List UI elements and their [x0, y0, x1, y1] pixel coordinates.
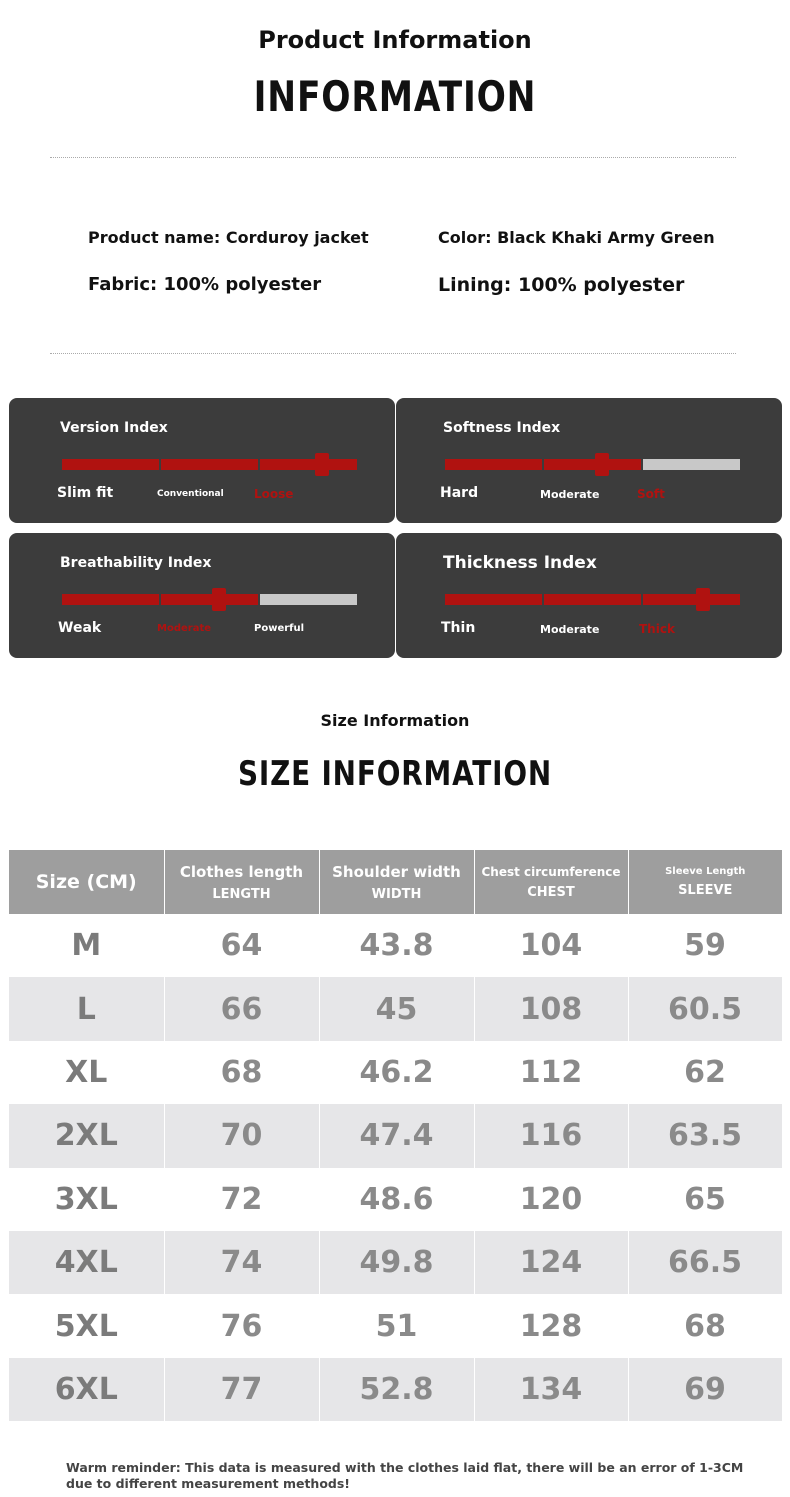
index-title: Version Index: [60, 420, 168, 436]
index-segment: [643, 459, 740, 470]
measurement-cell: 128: [474, 1294, 628, 1357]
size-cell: 3XL: [9, 1168, 164, 1231]
index-label-low: Weak: [58, 620, 102, 636]
index-label-high: Soft: [637, 487, 665, 501]
index-panel-thickness: [396, 533, 782, 658]
header-label: Clothes length: [179, 862, 304, 881]
product-name: Product name: Corduroy jacket: [88, 228, 369, 247]
section-title-product-info: Product Information: [258, 26, 532, 54]
section-title-size-info: Size Information: [320, 711, 470, 730]
size-cell: L: [9, 977, 164, 1040]
index-segment: [260, 594, 357, 605]
index-segment: [445, 594, 542, 605]
measurement-cell: 74: [164, 1231, 319, 1294]
size-cell: M: [9, 914, 164, 977]
index-segment: [643, 594, 740, 605]
index-marker: [315, 453, 329, 476]
header-sublabel: WIDTH: [371, 886, 422, 902]
size-cell: 2XL: [9, 1104, 164, 1167]
header-sublabel: LENGTH: [212, 886, 271, 902]
index-track: [445, 594, 741, 605]
measurement-cell: 47.4: [319, 1104, 474, 1167]
size-cell: 6XL: [9, 1358, 164, 1421]
measurement-cell: 43.8: [319, 914, 474, 977]
header-label: Chest circumference: [481, 864, 621, 879]
table-row: [9, 1231, 782, 1294]
index-label-low: Hard: [440, 485, 479, 501]
divider: [50, 353, 736, 354]
index-segment: [161, 594, 258, 605]
index-title: Breathability Index: [60, 555, 212, 571]
index-track: [62, 594, 358, 605]
table-row: [9, 1358, 782, 1421]
index-label-low: Slim fit: [57, 485, 114, 501]
table-header-row: [9, 850, 782, 914]
index-title: Softness Index: [443, 420, 561, 436]
measurement-cell: 64: [164, 914, 319, 977]
index-segment: [260, 459, 357, 470]
measurement-cell: 124: [474, 1231, 628, 1294]
measurement-cell: 120: [474, 1168, 628, 1231]
table-row: [9, 977, 782, 1040]
measurement-cell: 65: [628, 1168, 782, 1231]
measurement-cell: 51: [319, 1294, 474, 1357]
index-segment: [544, 594, 641, 605]
product-color: Color: Black Khaki Army Green: [438, 228, 715, 247]
measurement-cell: 77: [164, 1358, 319, 1421]
index-panel-version: [9, 398, 395, 523]
index-label-mid: Moderate: [157, 623, 212, 634]
header-label: Shoulder width: [332, 862, 461, 881]
index-segment: [544, 459, 641, 470]
index-panel-softness: [396, 398, 782, 523]
index-marker: [595, 453, 609, 476]
header-sublabel: CHEST: [527, 884, 575, 900]
index-label-high: Loose: [254, 487, 294, 501]
measurement-cell: 104: [474, 914, 628, 977]
measurement-cell: 72: [164, 1168, 319, 1231]
index-label-low: Thin: [441, 620, 476, 636]
measurement-cell: 69: [628, 1358, 782, 1421]
table-row: [9, 914, 782, 977]
header-label: Sleeve Length: [665, 866, 746, 877]
measurement-cell: 48.6: [319, 1168, 474, 1231]
measurement-cell: 62: [628, 1041, 782, 1104]
table-row: [9, 1294, 782, 1357]
index-segment: [445, 459, 542, 470]
size-cell: 4XL: [9, 1231, 164, 1294]
measurement-cell: 68: [164, 1041, 319, 1104]
measurement-cell: 76: [164, 1294, 319, 1357]
warm-reminder: Warm reminder: This data is measured with the clothes laid flat, there will be an error of 1-3CM due to different measurement methods!: [66, 1460, 744, 1491]
index-label-high: Powerful: [254, 623, 305, 634]
product-lining: Lining: 100% polyester: [438, 274, 685, 296]
section-heading-size-information: SIZE INFORMATION: [237, 754, 553, 794]
header-sublabel: SLEEVE: [678, 883, 733, 898]
measurement-cell: 70: [164, 1104, 319, 1167]
table-row: [9, 1041, 782, 1104]
index-title: Thickness Index: [443, 553, 597, 573]
index-label-mid: Conventional: [157, 489, 224, 499]
measurement-cell: 134: [474, 1358, 628, 1421]
size-cell: 5XL: [9, 1294, 164, 1357]
table-header-size: [9, 850, 164, 914]
index-marker: [212, 588, 226, 611]
measurement-cell: 46.2: [319, 1041, 474, 1104]
table-header-sleeve: [628, 850, 782, 914]
table-header-chest: [474, 850, 628, 914]
index-label-mid: Moderate: [540, 488, 600, 501]
index-track: [445, 459, 741, 470]
index-label-high: Thick: [639, 622, 675, 636]
index-segment: [161, 459, 258, 470]
measurement-cell: 66.5: [628, 1231, 782, 1294]
header-label: Size (CM): [35, 871, 137, 893]
section-heading-information: INFORMATION: [253, 72, 537, 121]
table-header-width: [319, 850, 474, 914]
measurement-cell: 108: [474, 977, 628, 1040]
index-marker: [696, 588, 710, 611]
measurement-cell: 49.8: [319, 1231, 474, 1294]
table-row: [9, 1104, 782, 1167]
measurement-cell: 60.5: [628, 977, 782, 1040]
measurement-cell: 112: [474, 1041, 628, 1104]
measurement-cell: 63.5: [628, 1104, 782, 1167]
divider: [50, 157, 736, 158]
measurement-cell: 52.8: [319, 1358, 474, 1421]
product-fabric: Fabric: 100% polyester: [88, 274, 322, 295]
size-cell: XL: [9, 1041, 164, 1104]
index-segment: [62, 459, 159, 470]
measurement-cell: 59: [628, 914, 782, 977]
index-segment: [62, 594, 159, 605]
table-header-length: [164, 850, 319, 914]
index-label-mid: Moderate: [540, 623, 600, 636]
measurement-cell: 66: [164, 977, 319, 1040]
size-table: [9, 850, 783, 1421]
index-track: [62, 459, 358, 470]
index-panel-breathability: [9, 533, 395, 658]
measurement-cell: 68: [628, 1294, 782, 1357]
measurement-cell: 116: [474, 1104, 628, 1167]
table-row: [9, 1168, 782, 1231]
measurement-cell: 45: [319, 977, 474, 1040]
